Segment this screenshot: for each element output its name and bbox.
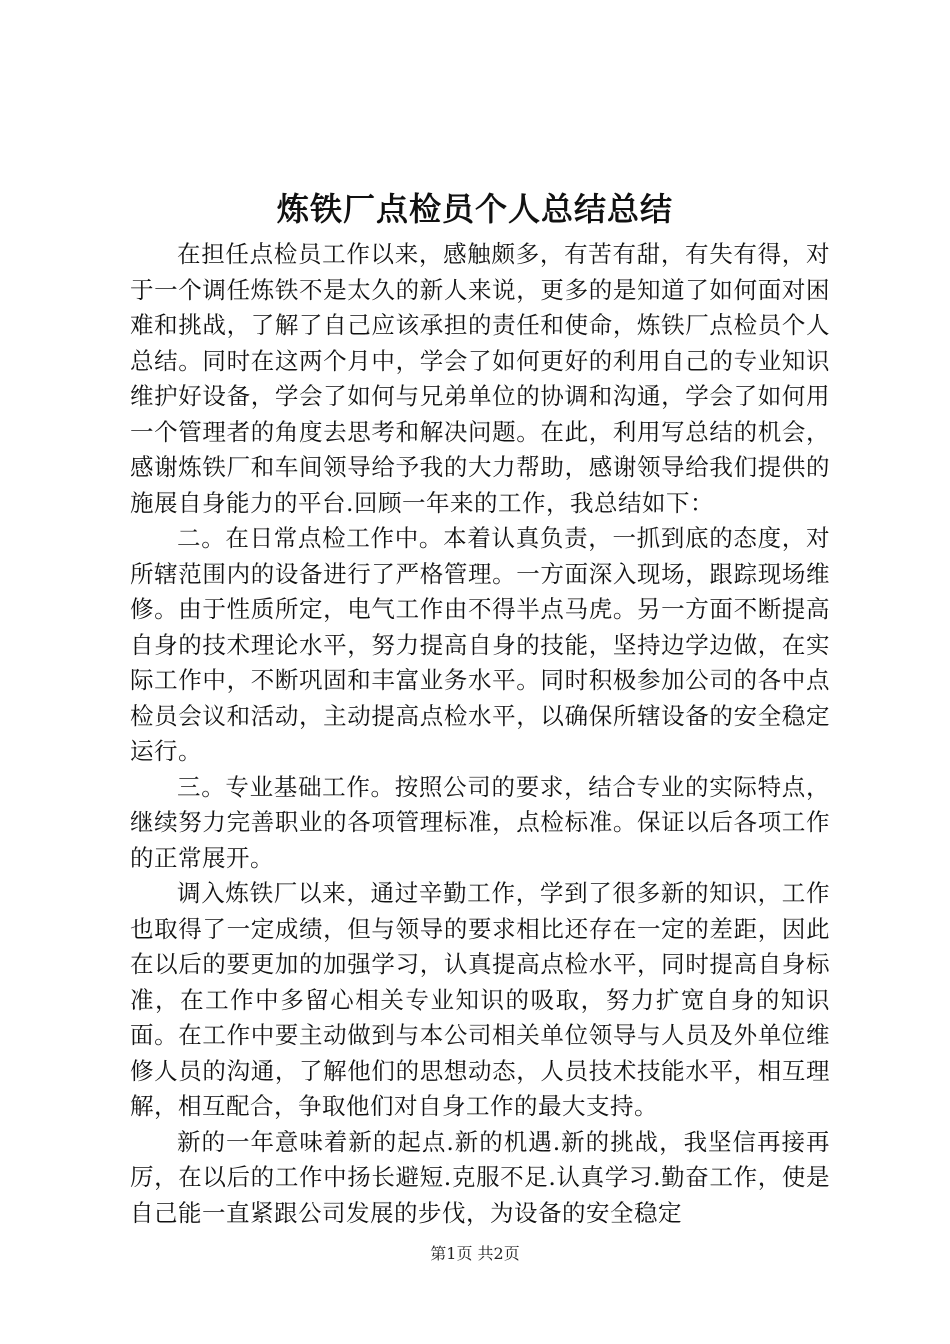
- document-body: [130, 237, 830, 1231]
- page-number-footer: 第1页 共2页: [430, 1244, 520, 1263]
- body-paragraph: 调入炼铁厂以来，通过辛勤工作，学到了很多新的知识，工作也取得了一定成绩，但与领导的要求相比还存在一定的差距，因此在以后的要更加的加强学习，认真提高点检水平，同时提高自身标准，在工作中多留心相关专业知识的吸取，努力扩宽自身的知识面。在工作中要主动做到与本公司相关单位领导与人员及外单位维修人员的沟通，了解他们的思想动态，人员技术技能水平，相互理解，相互配合，争取他们对自身工作的最大支持。: [130, 879, 830, 1120]
- body-paragraph: 二。在日常点检工作中。本着认真负责，一抓到底的态度，对所辖范围内的设备进行了严格管理。一方面深入现场，跟踪现场维修。由于性质所定，电气工作由不得半点马虎。另一方面不断提高自身的技术理论水平，努力提高自身的技能，坚持边学边做，在实际工作中，不断巩固和丰富业务水平。同时积极参加公司的各中点检员会议和活动，主动提高点检水平，以确保所辖设备的安全稳定运行。: [130, 524, 830, 765]
- body-paragraph: 三。专业基础工作。按照公司的要求，结合专业的实际特点，继续努力完善职业的各项管理标准，点检标准。保证以后各项工作的正常展开。: [130, 772, 830, 872]
- body-paragraph: 在担任点检员工作以来，感触颇多，有苦有甜，有失有得，对于一个调任炼铁不是太久的新人来说，更多的是知道了如何面对困难和挑战，了解了自己应该承担的责任和使命，炼铁厂点检员个人总结。同时在这两个月中，学会了如何更好的利用自己的专业知识维护好设备，学会了如何与兄弟单位的协调和沟通，学会了如何用一个管理者的角度去思考和解决问题。在此，利用写总结的机会，感谢炼铁厂和车间领导给予我的大力帮助，感谢领导给我们提供的施展自身能力的平台.回顾一年来的工作，我总结如下：: [130, 240, 830, 517]
- document-title: 炼铁厂点检员个人总结总结: [276, 190, 673, 228]
- body-paragraph: 新的一年意味着新的起点.新的机遇.新的挑战，我坚信再接再厉，在以后的工作中扬长避短.克服不足.认真学习.勤奋工作，使是自己能一直紧跟公司发展的步伐，为设备的安全稳定: [130, 1127, 830, 1227]
